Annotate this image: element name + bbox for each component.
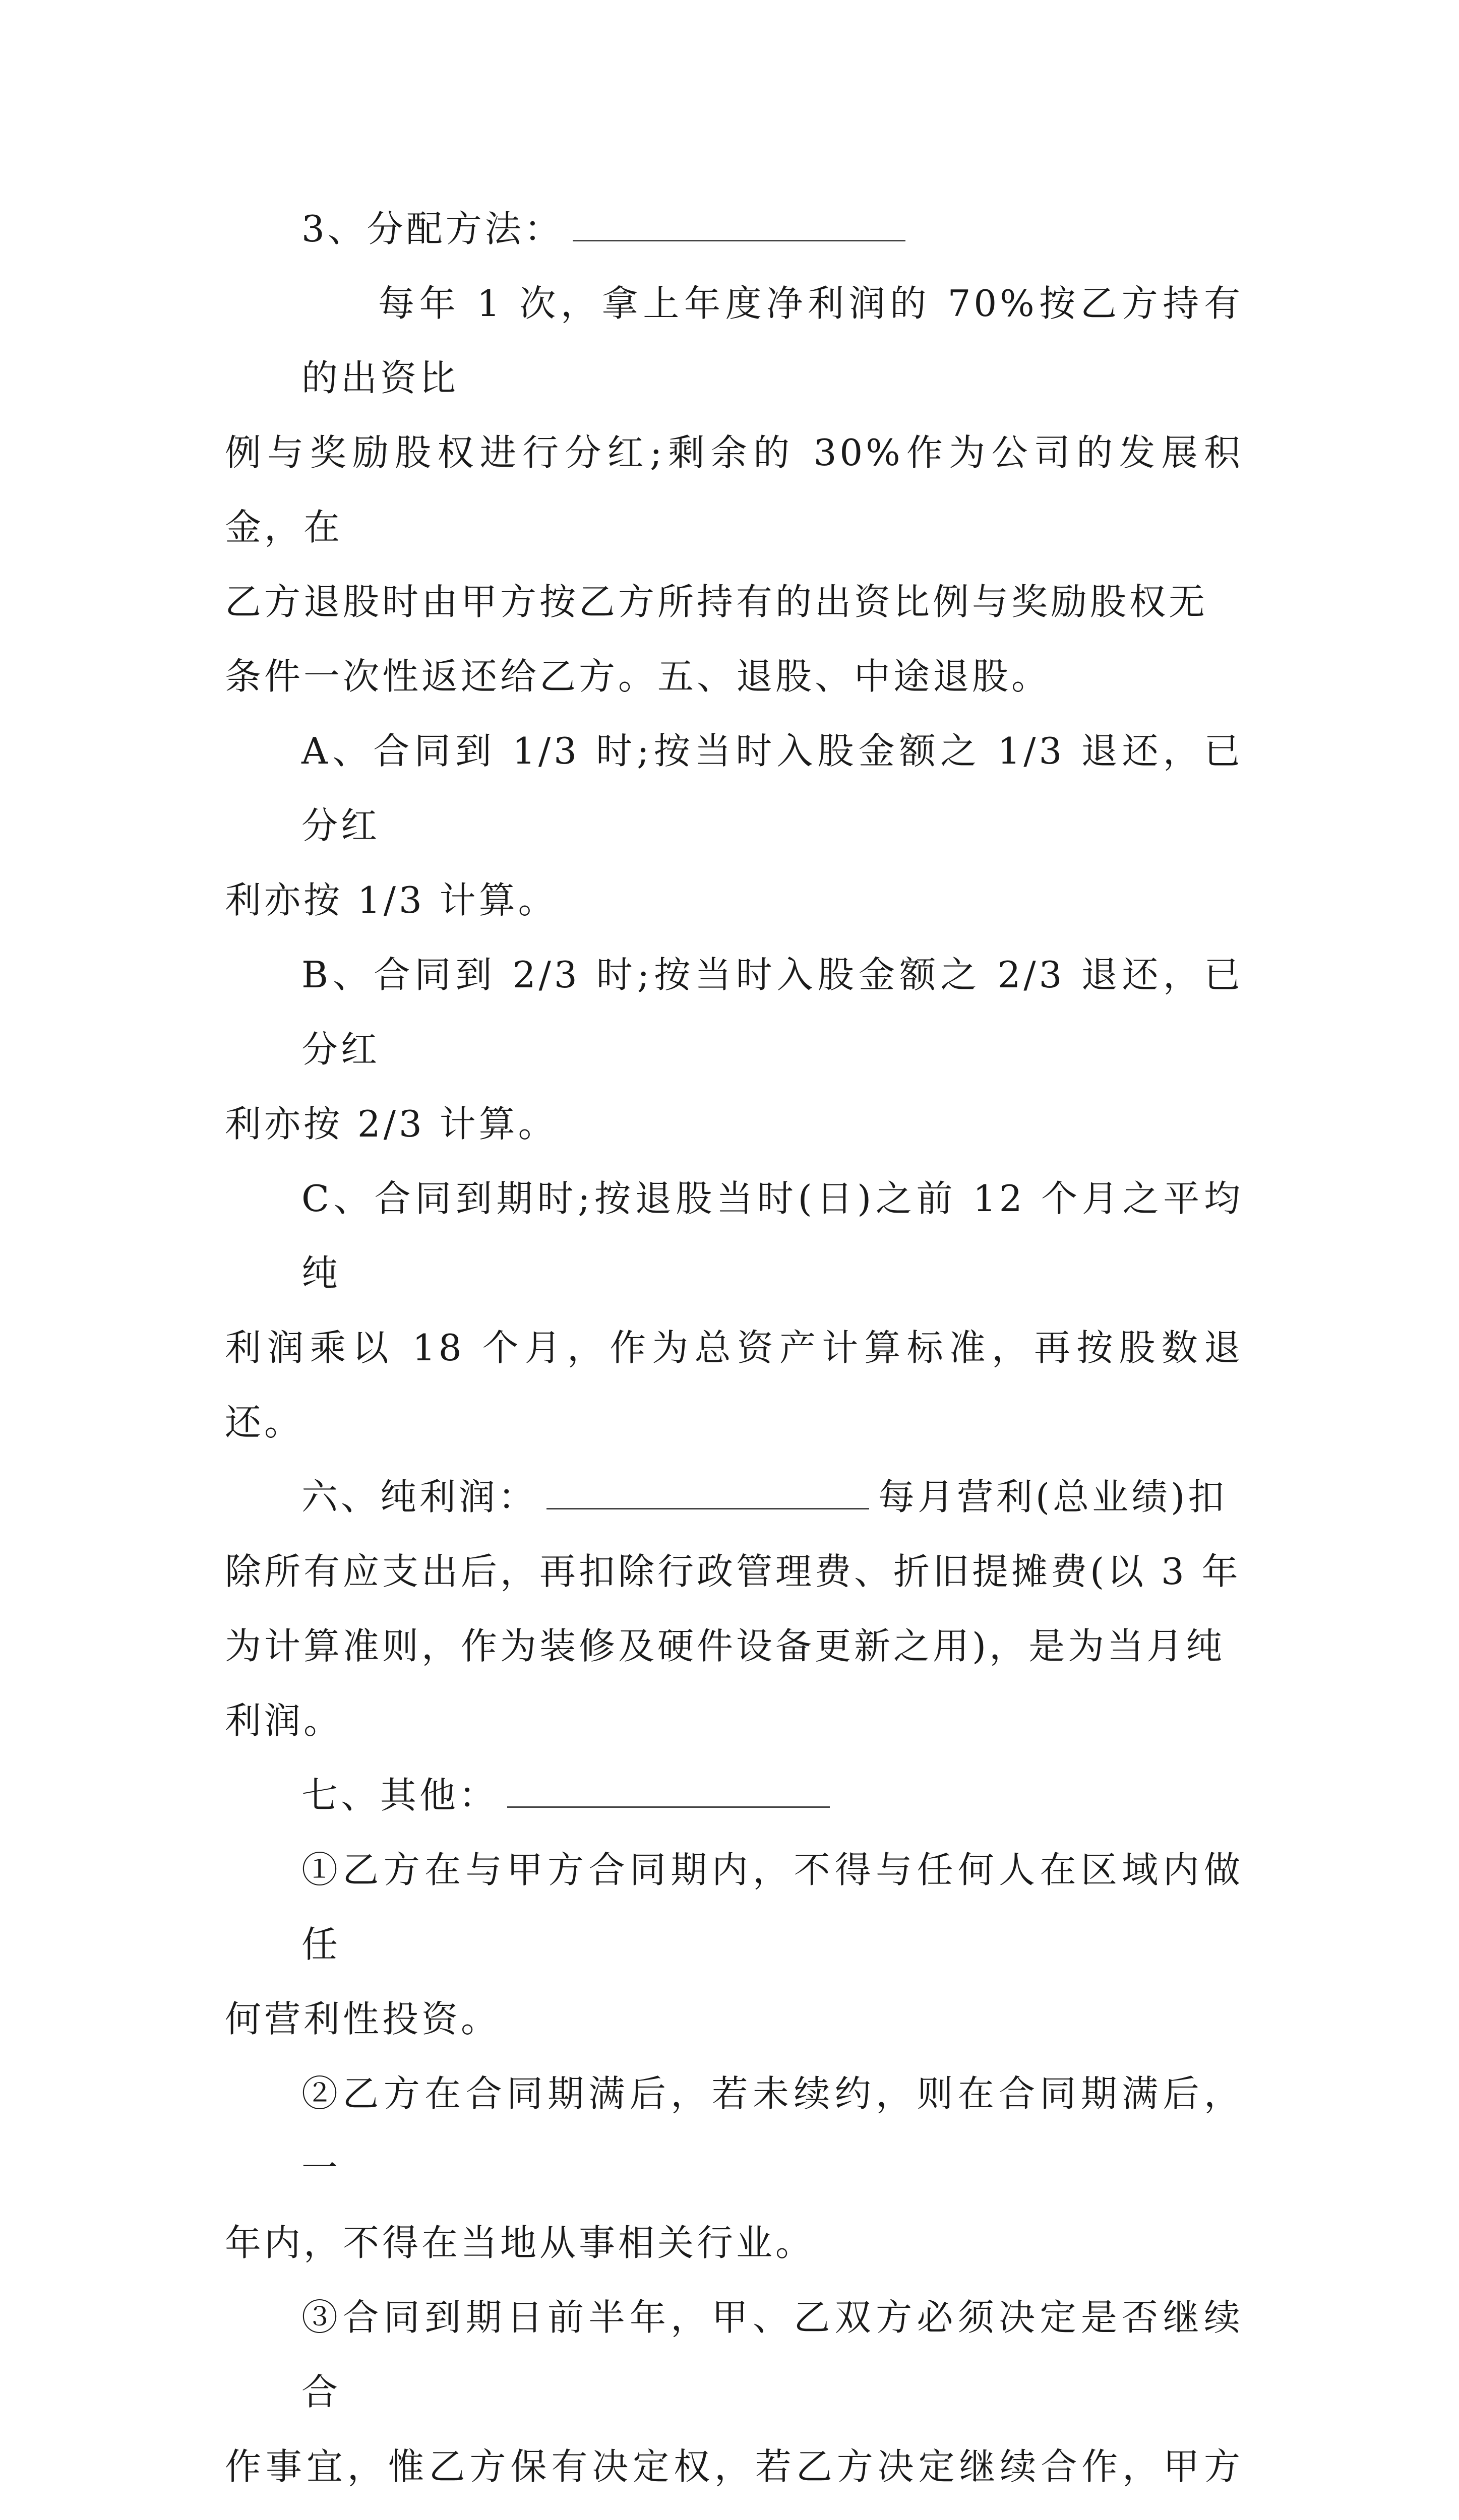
text-line: 利润乘以 18 个月，作为总资产计算标准，再按股数退还。 — [225, 1327, 1243, 1443]
clause-a-paragraph — [225, 714, 1243, 937]
text-line: 利亦按 1/3 计算。 — [225, 879, 558, 921]
text-line: 乙方退股时由甲方按乙方所持有的出资比例与奖励股权无 — [225, 581, 1208, 623]
section-7-line — [225, 1758, 1243, 1833]
fill-in-blank — [546, 1468, 869, 1509]
text-line: ③合同到期日前半年，甲、乙双方必须决定是否继续合 — [301, 2296, 1243, 2413]
text-line: B、合同到 2/3 时;按当时入股金额之 2/3 退还，已分红 — [301, 954, 1243, 1070]
text-line: 除所有应支出后，再扣除行政管理费、折旧提摊费(以 3 年 — [225, 1550, 1241, 1593]
section-7-heading — [225, 1758, 1243, 1833]
section-3-heading — [225, 192, 1243, 266]
text-line: 条件一次性返还给乙方。五、退股、中途退股。 — [225, 655, 1051, 698]
text-line: ①乙方在与甲方合同期内，不得与任何人在区域内做任 — [301, 1849, 1243, 1966]
text-line: A、合同到 1/3 时;按当时入股金额之 1/3 退还，已分红 — [301, 730, 1243, 847]
item-1-paragraph — [225, 1833, 1243, 2056]
clause-c-paragraph — [225, 1161, 1243, 1460]
text-line: ②乙方在合同期满后，若未续约，则在合同期满后，一 — [301, 2072, 1243, 2189]
section-6-first-tail: 每月营利(总业绩)扣 — [878, 1476, 1228, 1518]
fill-in-blank — [573, 200, 905, 241]
text-line: 年内，不得在当地从事相关行业。 — [225, 2222, 815, 2264]
section-3-paragraph — [225, 266, 1243, 714]
text-line: 作事宜，惟乙方保有决定权，若乙方决定继续合作，甲方 — [225, 2445, 1243, 2488]
section-6-paragraph — [225, 1460, 1243, 1758]
text-line: 为计算准则，作为装修及硬件设备更新之用)，是为当月纯 — [225, 1625, 1226, 1667]
clause-b-paragraph — [225, 937, 1243, 1161]
fill-in-blank — [507, 1766, 830, 1808]
text-line: 每年 1 次，拿上年度净利润的 70%按乙方持有的出资比 — [301, 282, 1243, 399]
text-line: 例与奖励股权进行分红;剩余的 30%作为公司的发展积金，在 — [225, 431, 1243, 548]
section-6-label: 六、纯利润： — [301, 1476, 538, 1518]
document-body — [225, 192, 1243, 2520]
section-3-label: 3、分配方法： — [301, 208, 564, 250]
text-line: C、合同到期时;按退股当时(日)之前 12 个月之平均纯 — [301, 1177, 1243, 1294]
text-line: 何营利性投资。 — [225, 1998, 501, 2040]
section-6-first-line — [225, 1460, 1243, 1534]
text-line: 利亦按 2/3 计算。 — [225, 1103, 558, 1145]
section-7-label: 七、其他： — [301, 1774, 499, 1816]
item-3-paragraph — [225, 2280, 1243, 2520]
text-line: 利润。 — [225, 1699, 343, 1742]
item-2-paragraph — [225, 2056, 1243, 2280]
